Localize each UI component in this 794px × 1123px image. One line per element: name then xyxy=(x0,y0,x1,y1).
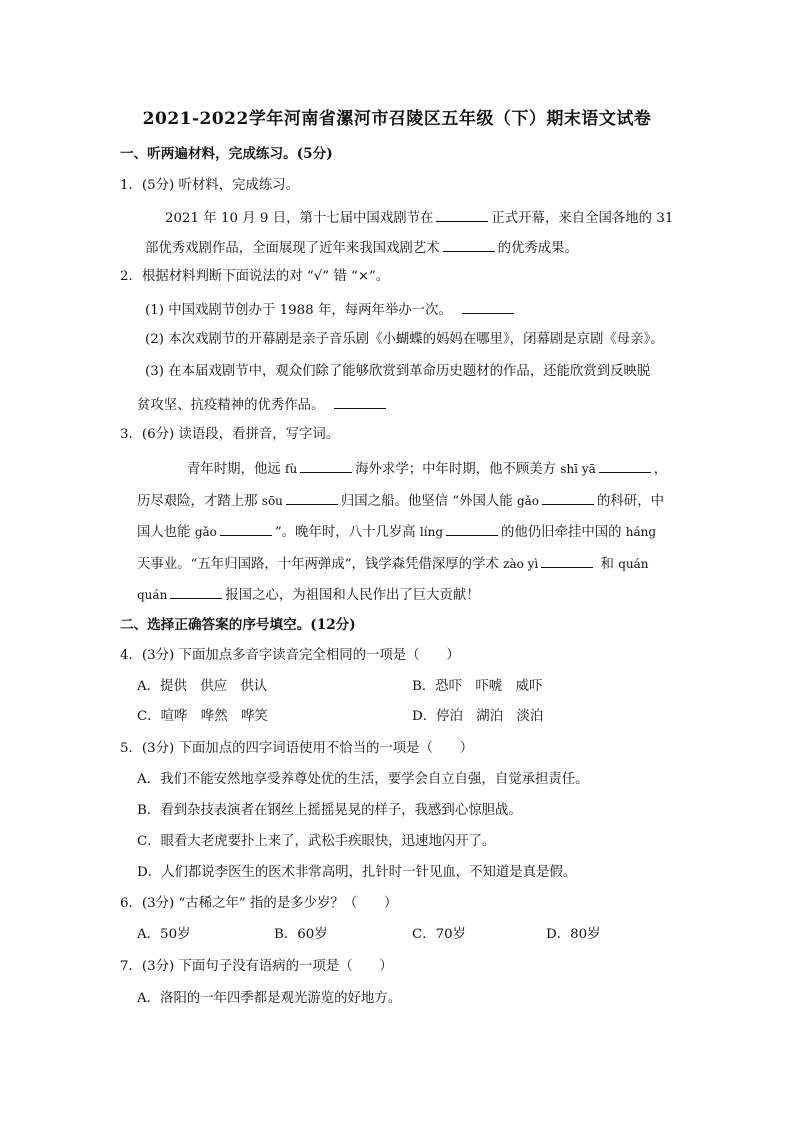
answer-blank[interactable] xyxy=(599,458,651,473)
q2-statement-3-line-2: 贫攻坚、抗疫精神的优秀作品。 xyxy=(137,394,389,415)
q4-option-a[interactable]: A．提供 供应 供认 xyxy=(137,679,268,694)
section-1-heading: 一、听两遍材料，完成练习。(5分) xyxy=(120,146,333,162)
q5-option-b[interactable]: B．看到杂技表演者在钢丝上摇摇晃晃的样子，我感到心惊胆战。 xyxy=(137,803,522,818)
answer-blank[interactable] xyxy=(334,394,386,409)
answer-blank[interactable] xyxy=(446,521,498,536)
q5-stem: 5．(3分) 下面加点的四字词语使用不恰当的一项是（ ） xyxy=(120,741,474,756)
pinyin: hánɡ xyxy=(625,525,657,539)
q6-option-a[interactable]: A．50岁 xyxy=(137,927,191,942)
answer-blank[interactable] xyxy=(436,207,488,222)
pinyin: sōu xyxy=(261,494,283,508)
q3-line-4: 天事业。“五年归国路，十年两弹成”，钱学森凭借深厚的学术 zào yì 和 quán xyxy=(137,553,648,574)
q4-stem: 4．(3分) 下面加点多音字读音完全相同的一项是（ ） xyxy=(120,648,460,663)
q3-line-2: 历尽艰险，才踏上那 sōu 归国之船。他坚信 “外国人能 gǎo 的科研，中 xyxy=(137,490,664,511)
pinyin: fù xyxy=(285,462,298,476)
section-2-heading: 二、选择正确答案的序号填空。(12分) xyxy=(120,617,356,633)
q5-option-c[interactable]: C．眼看大老虎要扑上来了，武松手疾眼快，迅速地闪开了。 xyxy=(137,834,496,849)
q5-option-a[interactable]: A．我们不能安然地享受养尊处优的生活，要学会自立自强，自觉承担责任。 xyxy=(137,772,589,787)
q7-option-a[interactable]: A．洛阳的一年四季都是观光游览的好地方。 xyxy=(137,991,402,1006)
q2-statement-3-line-1: (3) 在本届戏剧节中，观众们除了能够欣赏到革命历史题材的作品，还能欣赏到反映脱 xyxy=(145,364,651,379)
pinyin: shī yā xyxy=(560,462,596,476)
q4-option-b[interactable]: B．恐吓 吓唬 威吓 xyxy=(412,679,543,694)
answer-blank[interactable] xyxy=(300,458,352,473)
answer-blank[interactable] xyxy=(220,521,272,536)
q2-statement-2: (2) 本次戏剧节的开幕剧是亲子音乐剧《小蝴蝶的妈妈在哪里》，闭幕剧是京剧《母亲》。 xyxy=(145,332,664,347)
q1-paragraph-line-1: 2021 年 10 月 9 日，第十七届中国戏剧节在 正式开幕，来自全国各地的 31 xyxy=(165,207,673,228)
pinyin: zào yì xyxy=(503,557,539,571)
q6-option-b[interactable]: B．60岁 xyxy=(274,927,328,942)
q6-option-c[interactable]: C．70岁 xyxy=(412,927,467,942)
answer-blank[interactable] xyxy=(443,237,495,252)
exam-title: 2021-2022学年河南省漯河市召陵区五年级（下）期末语文试卷 xyxy=(142,109,652,129)
q3-line-3: 国人也能 gǎo ”。晚年时，八十几岁高 líng 的他仍旧牵挂中国的 hánɡ xyxy=(137,521,656,542)
q4-option-d[interactable]: D．停泊 湖泊 淡泊 xyxy=(412,709,544,724)
answer-blank[interactable] xyxy=(286,490,338,505)
answer-blank[interactable] xyxy=(542,490,594,505)
q2-statement-1: (1) 中国戏剧节创办于 1988 年，每两年举办一次。 xyxy=(145,299,517,320)
q3-line-1: 青年时期，他远 fù 海外求学；中年时期，他不顾美方 shī yā ， xyxy=(187,458,667,479)
q4-option-c[interactable]: C．喧哗 哗然 哗笑 xyxy=(137,709,268,724)
answer-blank[interactable] xyxy=(170,584,222,599)
pinyin: quán xyxy=(618,557,649,571)
q3-stem: 3．(6分) 读语段，看拼音，写字词。 xyxy=(120,427,340,442)
q6-stem: 6．(3分) “古稀之年” 指的是多少岁？（ ） xyxy=(120,896,398,911)
q1-stem: 1．(5分) 听材料，完成练习。 xyxy=(120,178,300,193)
q2-stem: 2．根据材料判断下面说法的对 “√” 错 “×”。 xyxy=(120,269,390,284)
q3-line-5: quán 报国之心，为祖国和人民作出了巨大贡献！ xyxy=(137,584,480,605)
answer-blank[interactable] xyxy=(462,299,514,314)
q1-paragraph-line-2: 部优秀戏剧作品，全面展现了近年来我国戏剧艺术 的优秀成果。 xyxy=(145,237,578,258)
pinyin: líng xyxy=(419,525,444,539)
pinyin: quán xyxy=(137,588,168,602)
pinyin: gǎo xyxy=(194,525,217,539)
q6-option-d[interactable]: D．80岁 xyxy=(546,927,601,942)
pinyin: gǎo xyxy=(516,494,540,508)
q5-option-d[interactable]: D．人们都说李医生的医术非常高明，扎针时一针见血，不知道是真是假。 xyxy=(137,865,577,880)
answer-blank[interactable] xyxy=(541,553,593,568)
q7-stem: 7．(3分) 下面句子没有语病的一项是（ ） xyxy=(120,959,393,974)
